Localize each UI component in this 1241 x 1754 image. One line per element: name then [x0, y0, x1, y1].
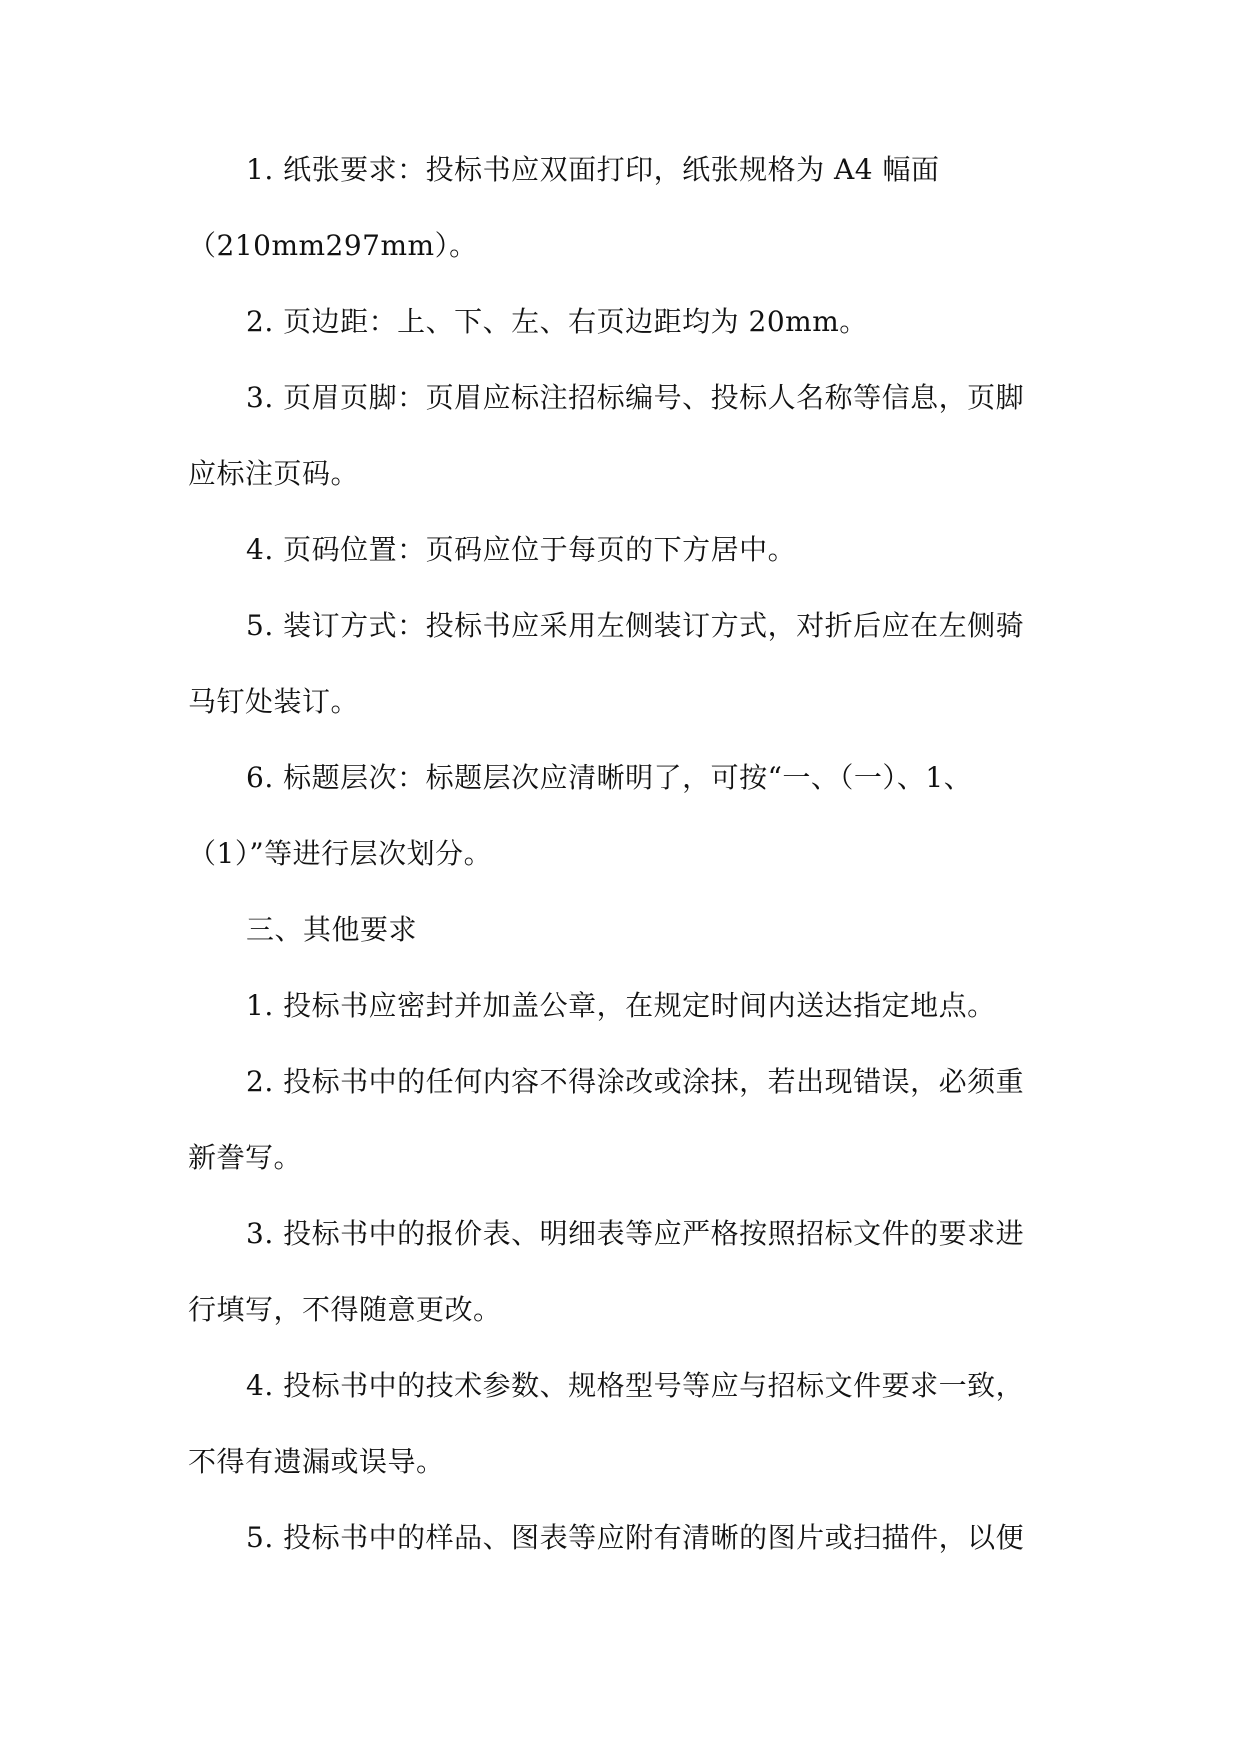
- text-line-page-number-position: 4. 页码位置：页码应位于每页的下方居中。: [246, 533, 797, 566]
- text-line-heading-levels: 6. 标题层次：标题层次应清晰明了，可按“一、（一）、1、: [246, 761, 973, 794]
- text-line-header-footer-cont: 应标注页码。: [188, 457, 360, 490]
- text-line-no-alteration: 2. 投标书中的任何内容不得涂改或涂抹，若出现错误，必须重: [246, 1065, 1025, 1098]
- text-line-samples-charts: 5. 投标书中的样品、图表等应附有清晰的图片或扫描件，以便: [246, 1521, 1025, 1554]
- text-line-technical-parameters-cont: 不得有遗漏或误导。: [188, 1445, 445, 1478]
- text-line-technical-parameters: 4. 投标书中的技术参数、规格型号等应与招标文件要求一致，: [246, 1369, 1025, 1402]
- text-line-no-alteration-cont: 新誊写。: [188, 1141, 303, 1174]
- text-line-binding: 5. 装订方式：投标书应采用左侧装订方式，对折后应在左侧骑: [246, 609, 1025, 642]
- text-line-sealing: 1. 投标书应密封并加盖公章，在规定时间内送达指定地点。: [246, 989, 996, 1022]
- text-line-margins: 2. 页边距：上、下、左、右页边距均为 20mm。: [246, 305, 868, 338]
- text-line-paper-requirement: 1. 纸张要求：投标书应双面打印，纸张规格为 A4 幅面: [246, 153, 940, 186]
- text-line-binding-cont: 马钉处装订。: [188, 685, 360, 718]
- text-line-paper-size: （210mm297mm）。: [188, 229, 478, 262]
- text-line-quotation-tables: 3. 投标书中的报价表、明细表等应严格按照招标文件的要求进: [246, 1217, 1025, 1250]
- section-heading-other-requirements: 三、其他要求: [246, 913, 418, 946]
- text-line-heading-levels-cont: （1）”等进行层次划分。: [188, 837, 493, 870]
- text-line-header-footer: 3. 页眉页脚：页眉应标注招标编号、投标人名称等信息，页脚: [246, 381, 1025, 414]
- text-line-quotation-tables-cont: 行填写，不得随意更改。: [188, 1293, 502, 1326]
